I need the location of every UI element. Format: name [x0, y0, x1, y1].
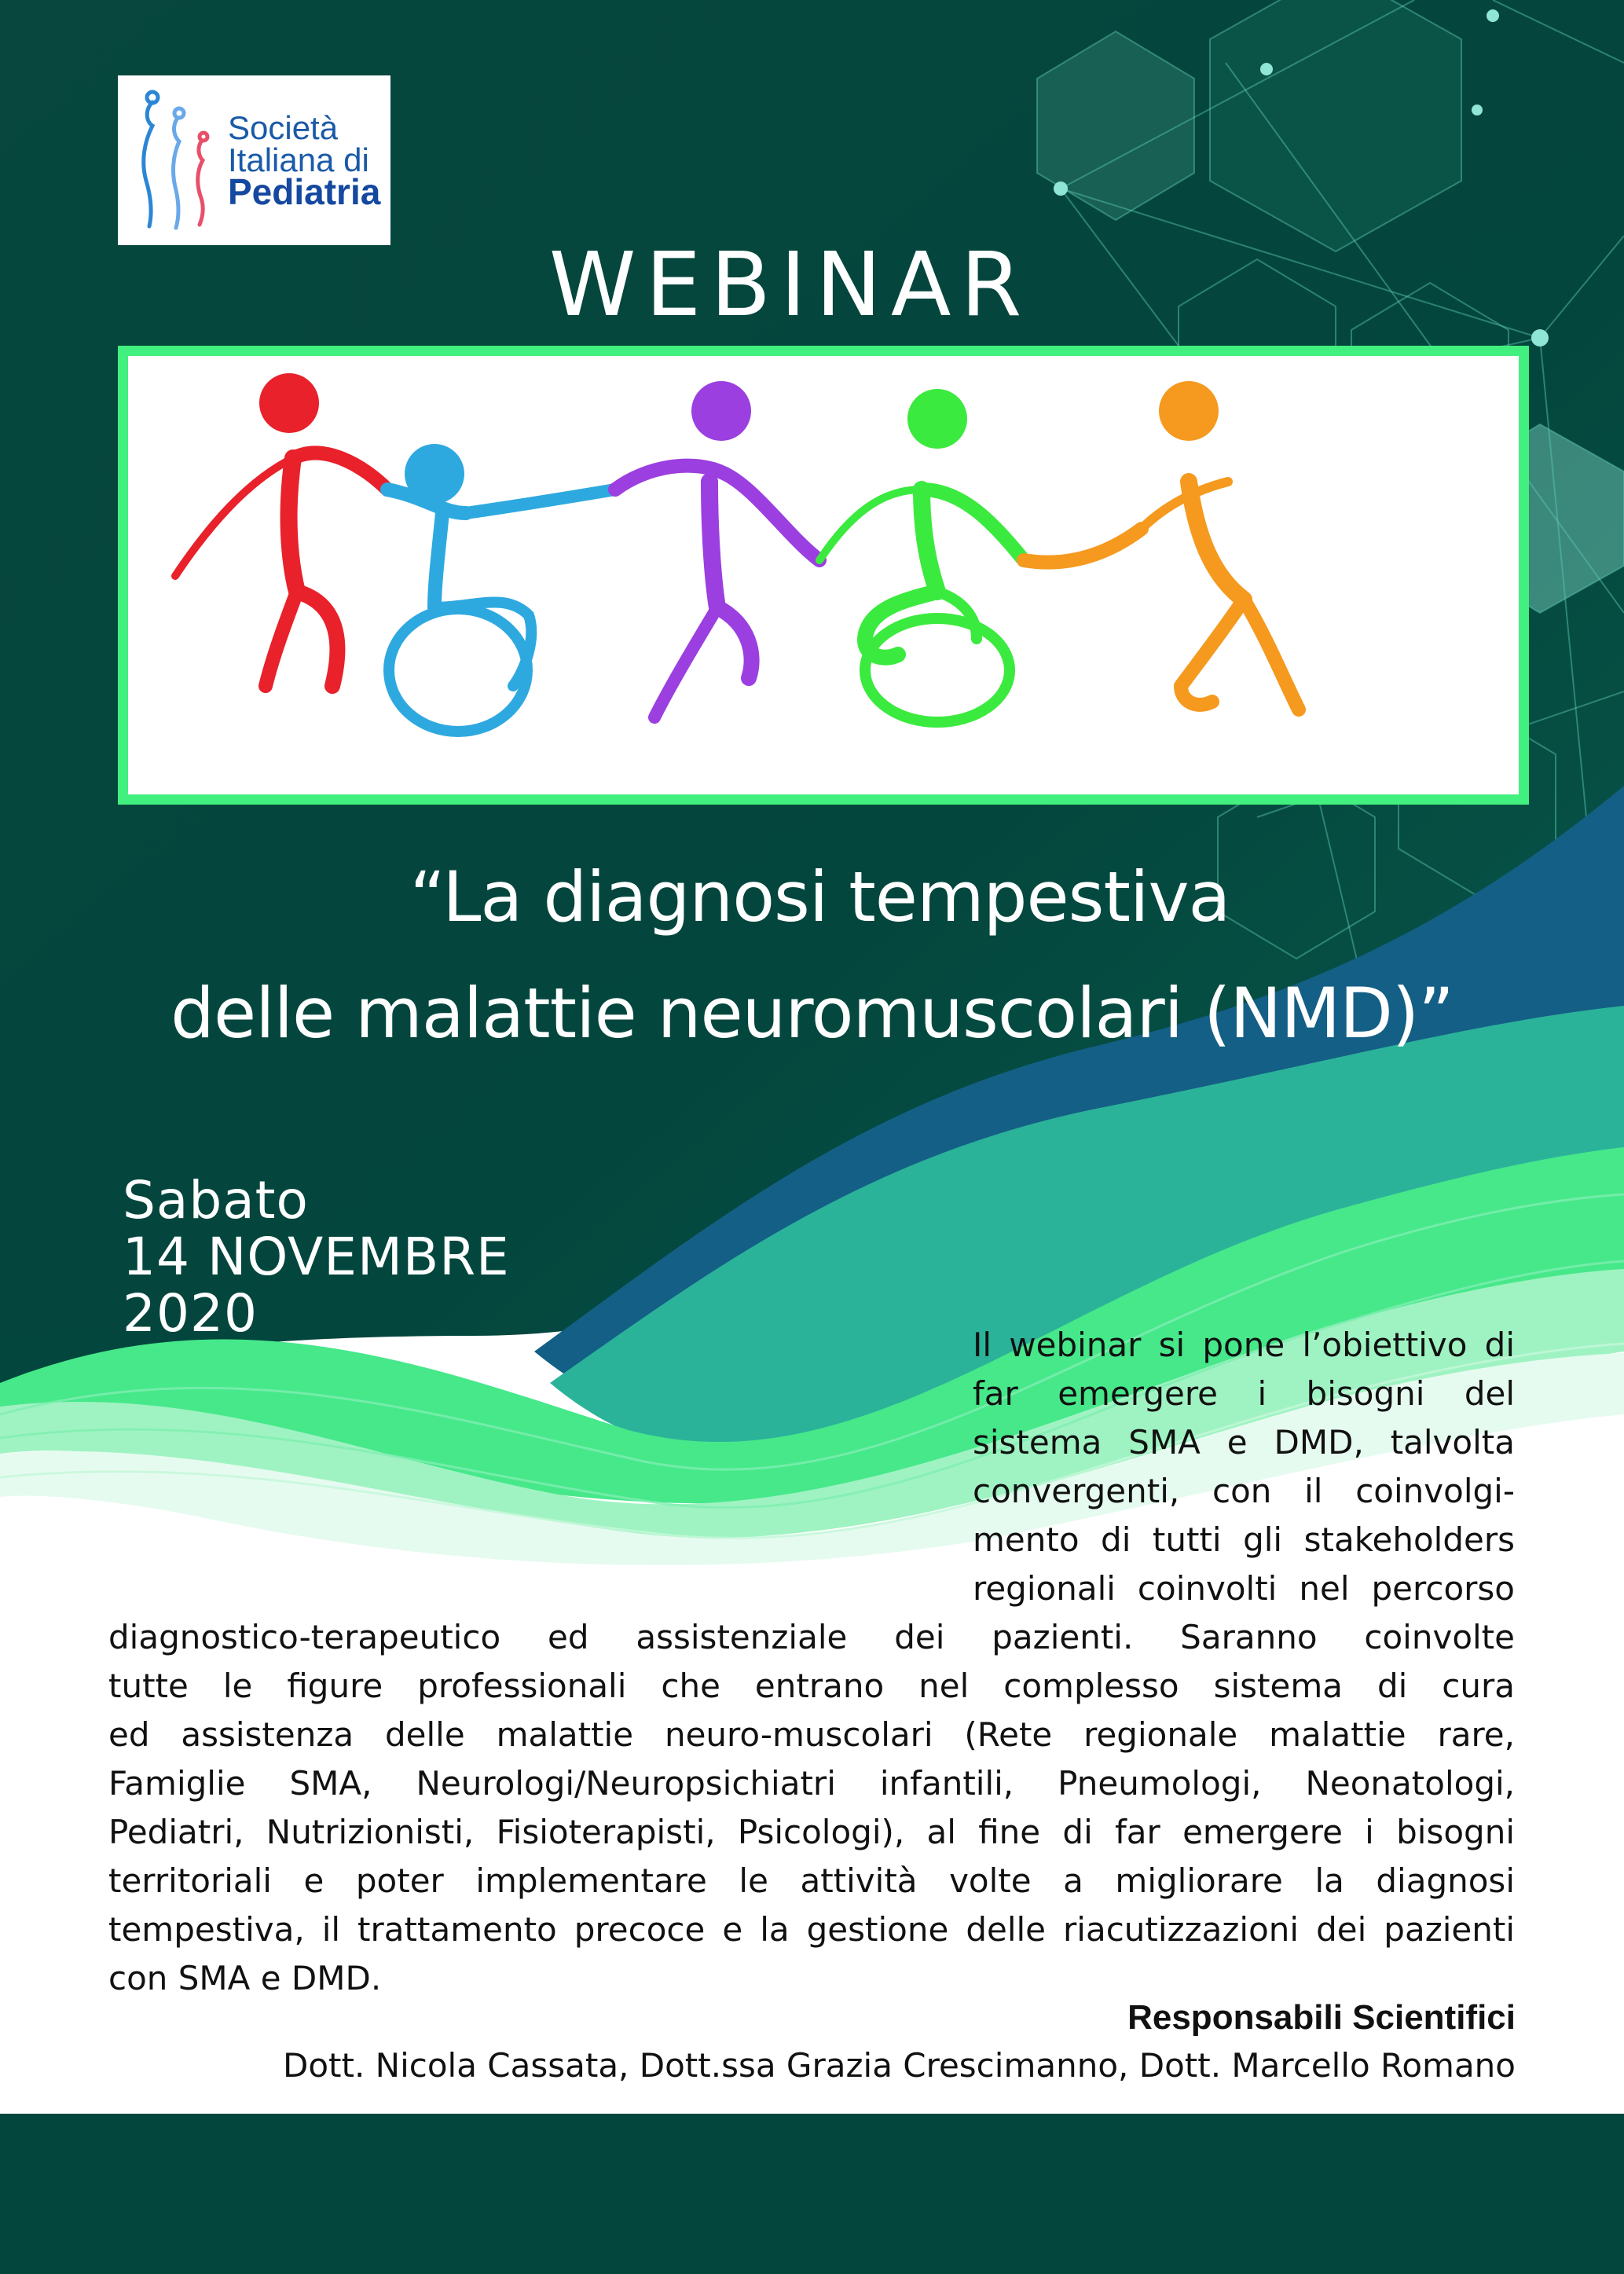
scientific-leads-names: Dott. Nicola Cassata, Dott.ssa Grazia Crescimanno, Dott. Marcello Romano — [282, 2046, 1516, 2085]
description-line: regionali coinvolti nel percorso — [973, 1569, 1515, 1608]
webinar-heading: WEBINAR — [548, 234, 1032, 336]
description-line: con SMA e DMD. — [108, 1959, 382, 1997]
logo-line-1: Società — [228, 109, 339, 146]
event-date — [123, 1172, 510, 1342]
logo-line-2: Italiana di — [228, 141, 369, 178]
red-head-icon — [259, 373, 319, 433]
description-full-width — [108, 1613, 1515, 2003]
purple-head-icon — [691, 381, 751, 441]
scientific-leads-title: Responsabili Scientifici — [1127, 1998, 1516, 2037]
event-date-day-month: 14 NOVEMBRE — [123, 1227, 510, 1287]
description-line: Il webinar si pone l’obiettivo di — [973, 1326, 1515, 1364]
green-wheelchair-figure-icon — [819, 490, 1024, 722]
orange-running-figure-icon — [1024, 482, 1299, 710]
sip-logo — [118, 75, 390, 245]
description-line: Famiglie SMA, Neurologi/Neuropsichiatri infantili, Pneumologi, Neonatologi, — [108, 1764, 1515, 1803]
description-line: tempestiva, il trattamento precoce e la gestione delle riacutizzazioni dei pazienti — [108, 1910, 1515, 1949]
description-line: territoriali e poter implementare le attività volte a migliorare la diagnosi — [108, 1861, 1515, 1900]
orange-head-icon — [1159, 381, 1219, 441]
description-line: diagnostico-terapeutico ed assistenziale dei pazienti. Saranno coinvolte — [108, 1618, 1515, 1656]
green-head-icon — [907, 389, 967, 449]
sip-logo-figures-icon — [129, 86, 223, 236]
red-walking-figure-icon — [175, 453, 387, 686]
description-line: Pediatri, Nutrizionisti, Fisioterapisti, Psicologi), al fine di far emergere i bisogni — [108, 1813, 1515, 1851]
event-title-line-2: delle malattie neuromuscolari (NMD)” — [170, 973, 1454, 1054]
figures-illustration — [128, 356, 1519, 794]
logo-line-3: Pediatria — [228, 171, 381, 212]
event-year: 2020 — [123, 1283, 258, 1344]
description-right-column — [973, 1321, 1515, 1613]
blue-wheelchair-figure-icon — [387, 490, 615, 732]
event-day: Sabato — [123, 1170, 309, 1231]
description-line: far emergere i bisogni del — [973, 1374, 1515, 1413]
description-line: sistema SMA e DMD, talvolta — [973, 1423, 1515, 1462]
purple-walking-figure-icon — [615, 466, 819, 717]
description-line: convergenti, con il coinvolgi- — [973, 1472, 1515, 1510]
event-title — [0, 839, 1624, 1072]
description-line: tutte le figure professionali che entrano nel complesso sistema di cura — [108, 1667, 1515, 1705]
footer-bar — [0, 2114, 1624, 2274]
description-line: mento di tutti gli stakeholders — [973, 1520, 1515, 1559]
blue-head-icon — [405, 444, 464, 504]
figures-banner — [118, 346, 1529, 805]
event-title-line-1: “La diagnosi tempestiva — [409, 856, 1230, 937]
description-line: ed assistenza delle malattie neuro-muscolari (Rete regionale malattie rare, — [108, 1715, 1515, 1754]
sip-logo-text — [228, 109, 381, 212]
